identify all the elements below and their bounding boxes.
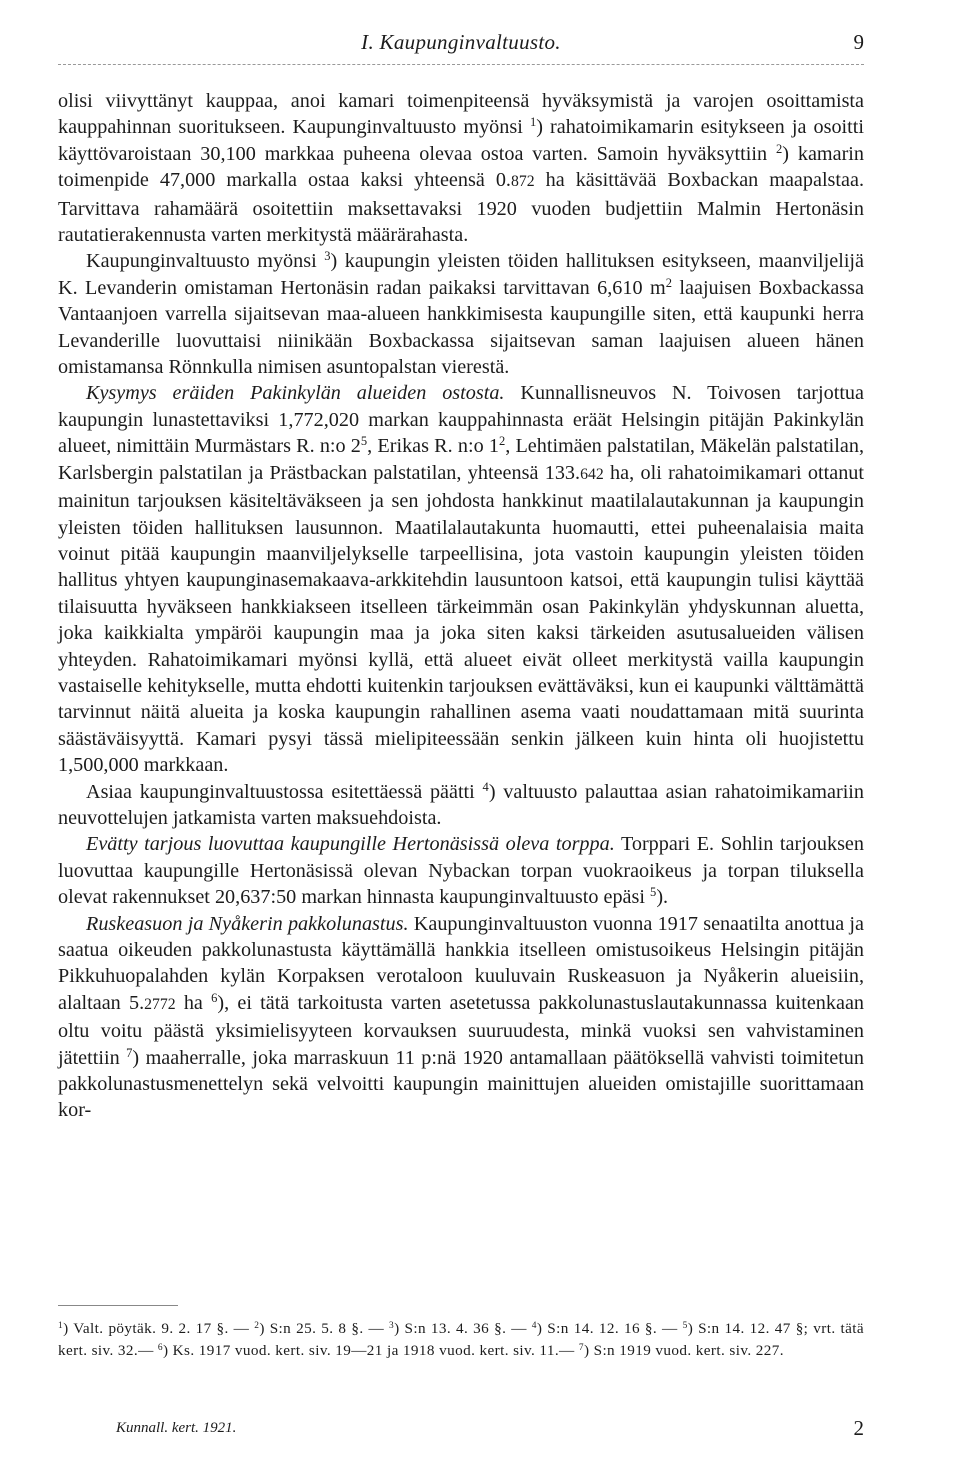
running-title: I. Kaupunginvaltuusto. [361, 30, 561, 54]
signature-mark: 2 [853, 1416, 864, 1440]
paragraph-5: Evätty tarjous luovuttaa kaupungille Hertonäsissä oleva torppa. Torppari E. Sohlin tarjouksen luovuttaa kaupungille Hertonäsissä olevan Nybackan torpan vuokraoikeus ja torpan tiluksella olevat rakennukset 20,637:50 markan hinnasta kaupunginvaltuusto epäsi $^5$). [58, 833, 864, 909]
footnote-divider [58, 1305, 178, 1306]
paragraph-3: Kysymys eräiden Pakinkylän alueiden ostosta. Kunnallisneuvos N. Toivosen tarjottua kaupungin lunastettaviksi 1,772,020 markan kauppahinnasta eräät Helsingin pitäjän Pakinkylän alueet, nimittäin Murmästars R. n:o $2^5$, Erikas R. n:o $1^2$, Lehtimäen palstatilan, Mäkelän palstatilan, Karlsbergin palstatilan ja Prästbackan palstatilan, yhteensä 133.642 ha, oli rahatoimikamari ottanut mainitun tarjouksen käsiteltäväkseen ja sen johdosta hankkinut maatilalautakunnan ja kaupungin yleisten töiden hallituksen lausunnon. Maatilalautakunta huomautti, ettei puheenalaisia maita voinut pitää kaupungin maanviljelykselle tarpeellisina, jota vastoin kaupungin yleisten töiden hallitus yhtyen kaupunginasemakaava-arkkitehdin lausuntoon katsoi, että kaupungin tulisi käyttää tilaisuutta hyväkseen hankkiakseen itselleen tärkeimmän osan Pakinkylän yhdyskunnan aluetta, joka kaikkialta ympäröi kaupungin maa ja joka siten kaksi tärkeiden asutusalueiden välisen yhteyden. Rahatoimikamari myönsi kyllä, että alueet eivät olleet merkitystä vailla kaupungin vastaiselle kehitykselle, mutta ehdotti kuitenkin tarjouksen evättäväksi, kun ei kaupunki välttämättä tarvinnut näitä alueita ja koska kaupungin rahallinen asema vaati noudattamaan mitä suurinta säästäväisyyttä. Kamari pysyi tässä mielipiteessään senkin jälkeen kuin hinta oli huojistettu 1,500,000 markkaan. [58, 382, 864, 777]
paragraph-1: olisi viivyttänyt kauppaa, anoi kamari toimenpiteensä hyväksymistä ja varojen osoittamista kauppahinnan suoritukseen. Kaupunginvaltuusto myönsi $^1$) rahatoimikamarin esitykseen ja osoitti käyttövaroistaan 30,100 markkaa puheena olevaa ostoa varten. Samoin hyväksyttiin $^2$) kamarin toimenpide 47,000 markalla ostaa kaksi yhteensä 0.872 ha käsittävää Boxbackan maapalstaa. Tarvittava rahamäärä osoitettiin maksettavaksi 1920 vuoden budjettiin Malmin Hertonäsin rautatierakennusta varten merkitystä määrärahasta. [58, 90, 864, 247]
footnotes: $^1$) Valt. pöytäk. 9. 2. 17 §. — $^2$) S:n 25. 5. 8 §. — $^3$) S:n 13. 4. 36 §. — $^4$) S:n 14. 12. 16 §. — $^5$) S:n 14. 12. 47 §; vrt. tätä kert. siv. 32.— $^6$) Ks. 1917 vuod. kert. siv. 19—21 ja 1918 vuod. kert. siv. 11.— $^7$) S:n 1919 vuod. kert. siv. 227. [58, 1320, 864, 1359]
signature-source: Kunnall. kert. 1921. [116, 1420, 237, 1436]
paragraph-2: Kaupunginvaltuusto myönsi $^3$) kaupungin yleisten töiden hallituksen esitykseen, maanviljelijä K. Levanderin omistaman Hertonäsin radan paikaksi tarvittavan 6,610 $m^2$ laajuisen Boxbackassa Vantaanjoen varrella sijaitsevan maa-alueen hankkimisesta kaupungille siten, että kaupunki herra Levanderille luovuttaisi niinikään Boxbackassa sijaitsevan saman laajuisen alueen hänen omistamansa Rönnkulla nimisen asuntopalstan vierestä. [58, 249, 864, 379]
page-footer [58, 1416, 864, 1444]
page-header [58, 30, 864, 64]
header-divider [58, 64, 864, 65]
body-text [58, 88, 864, 1124]
paragraph-6: Ruskeasuon ja Nyåkerin pakkolunastus. Kaupunginvaltuuston vuonna 1917 senaatilta anottua ja saatua oikeuden pakkolunastusta käyttämällä hankkia itselleen omistusoikeus Helsingin pitäjän Pikkuhuopalahden kylän Korpaksen verotaloon kuuluvain Ruskeasuon ja Nyåkerin alueisiin, alaltaan 5.2772 ha $^6$), ei tätä tarkoitusta varten asetetussa pakkolunastuslautakunnassa kuitenkaan oltu voitu päästä yksimielisyyteen korvauksen suuruudesta, minkä vuoksi sen vahvistaminen jätettiin $^7$) maaherralle, joka marraskuun 11 p:nä 1920 antamallaan päätöksellä vahvisti toimitetun pakkolunastusmenettelyn sekä velvoitti kaupungin mainittujen alueiden omistajille suorittamaan kor- [58, 912, 865, 1122]
paragraph-4: Asiaa kaupunginvaltuustossa esitettäessä päätti $^4$) valtuusto palauttaa asian rahatoimikamariin neuvottelujen jatkamista varten maksuehdoista. [58, 779, 865, 829]
page-number: 9 [853, 30, 864, 54]
